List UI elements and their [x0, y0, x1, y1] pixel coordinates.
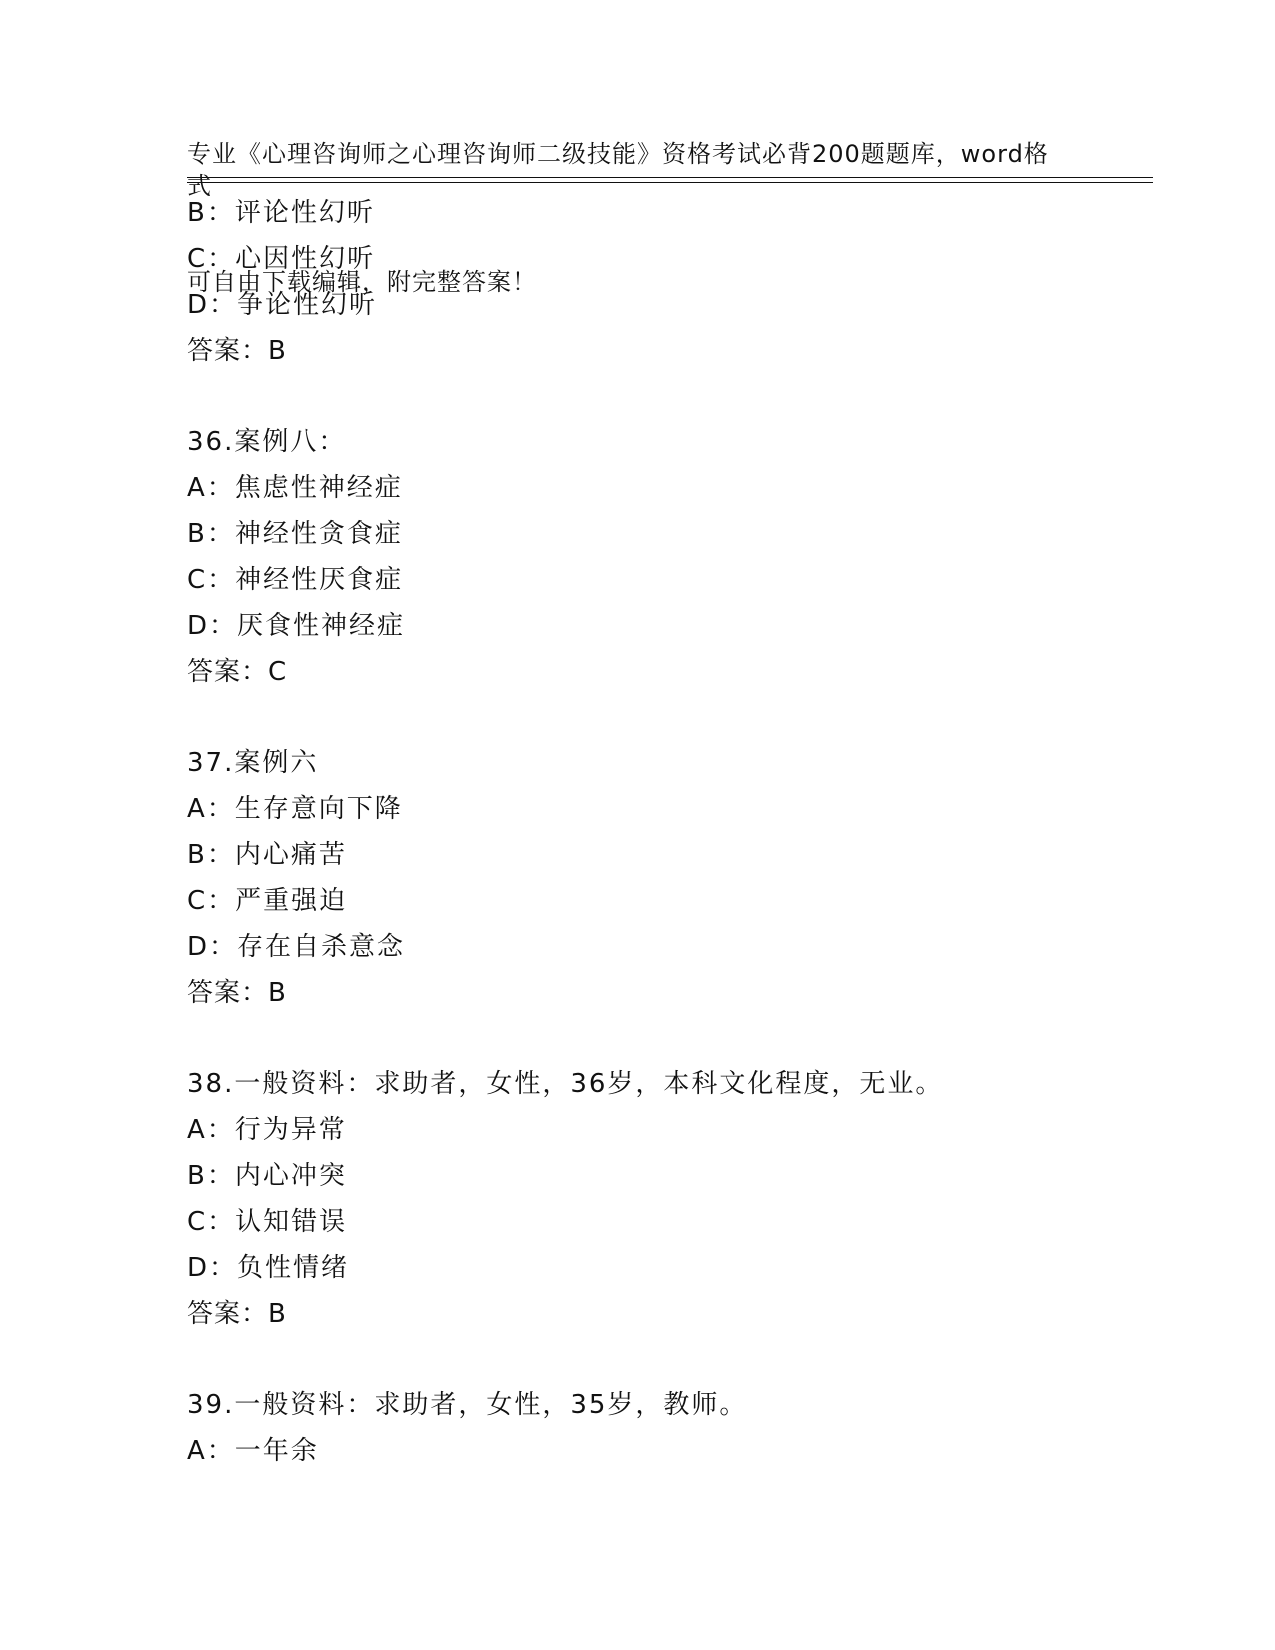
header-divider-bottom: [187, 182, 1153, 183]
answer-line: 答案：B: [187, 336, 287, 366]
question-block: [187, 190, 1147, 374]
option-line: B：神经性贪食症: [187, 519, 403, 549]
option-line: D：争论性幻听: [187, 290, 378, 320]
header-line-1: 专业《心理咨询师之心理咨询师二级技能》资格考试必背200题题库，word格式: [187, 140, 1049, 200]
question-block: [187, 1382, 1147, 1474]
block-spacer: [187, 374, 1147, 419]
option-line: C：严重强迫: [187, 886, 348, 916]
option-line: A：行为异常: [187, 1115, 347, 1145]
question-block: [187, 1061, 1147, 1337]
header-divider-top: [187, 177, 1153, 178]
option-line: A：一年余: [187, 1436, 319, 1466]
answer-line: 答案：B: [187, 978, 287, 1008]
block-spacer: [187, 1337, 1147, 1382]
option-line: C：心因性幻听: [187, 244, 376, 274]
header-line-2: 可自由下载编辑，附完整答案！: [187, 268, 537, 296]
answer-line: 答案：C: [187, 657, 288, 687]
option-line: D：存在自杀意念: [187, 932, 406, 962]
option-line: D：负性情绪: [187, 1253, 350, 1283]
block-spacer: [187, 695, 1147, 740]
block-spacer: [187, 1016, 1147, 1061]
question-line: 36.案例八：: [187, 427, 347, 457]
option-line: A：焦虑性神经症: [187, 473, 403, 503]
answer-line: 答案：B: [187, 1299, 287, 1329]
question-block: [187, 740, 1147, 1016]
option-line: C：认知错误: [187, 1207, 348, 1237]
question-list: [187, 190, 1147, 1474]
question-line: 37.案例六: [187, 748, 319, 778]
option-line: C：神经性厌食症: [187, 565, 404, 595]
question-block: [187, 419, 1147, 695]
option-line: D：厌食性神经症: [187, 611, 406, 641]
option-line: B：内心痛苦: [187, 840, 347, 870]
question-line: 39.一般资料：求助者，女性，35岁，教师。: [187, 1390, 748, 1420]
question-line: 38.一般资料：求助者，女性，36岁，本科文化程度，无业。: [187, 1069, 944, 1099]
option-line: A：生存意向下降: [187, 794, 403, 824]
option-line: B：内心冲突: [187, 1161, 347, 1191]
option-line: B：评论性幻听: [187, 198, 375, 228]
